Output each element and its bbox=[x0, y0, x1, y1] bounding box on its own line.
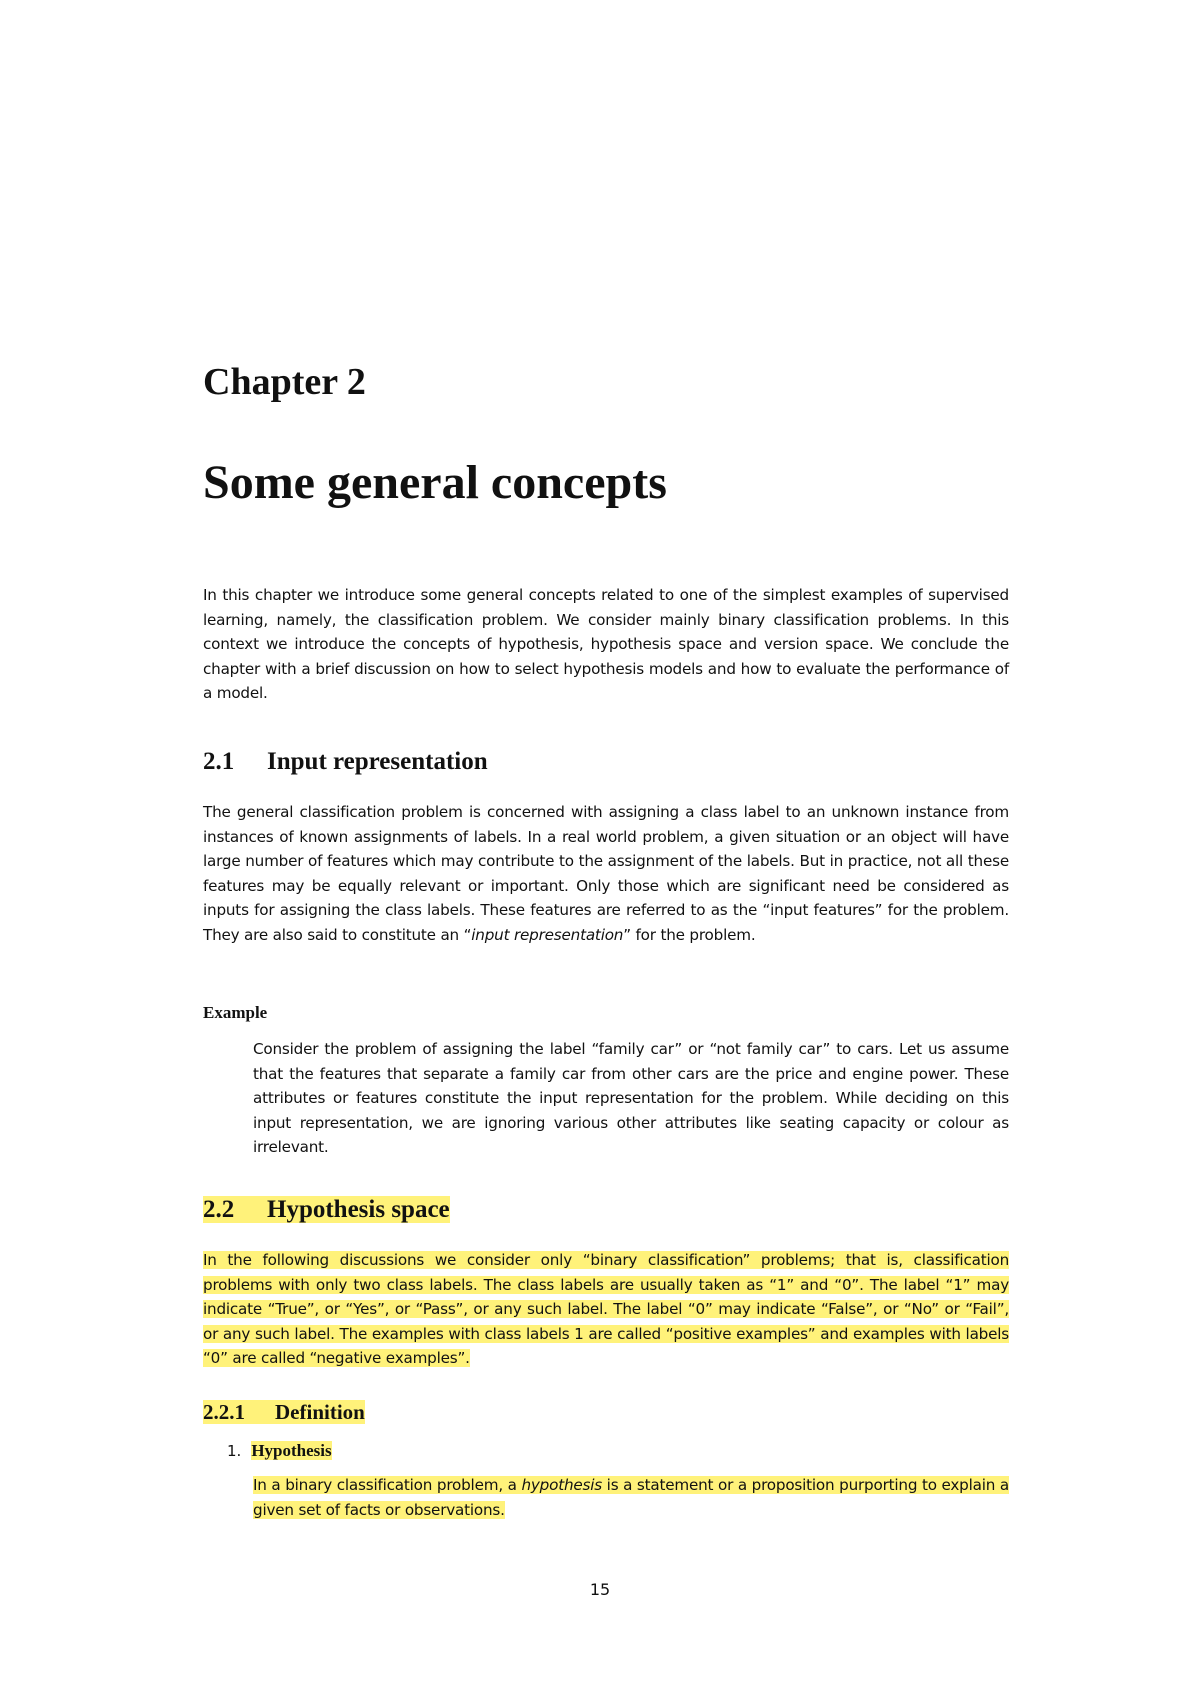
example-paragraph: Consider the problem of assigning the label “family car” or “not family car” to cars. Let us assume that the features that separate a family car from other cars are the price and engine power. These attributes or features constitute the input representation for the problem. While deciding on this input representation, we are ignoring various other attributes like seating capacity or colour as irrelevant. bbox=[253, 1040, 1009, 1157]
section-2-2-title: Hypothesis space bbox=[267, 1196, 450, 1223]
section-2-2-paragraph-text: In the following discussions we consider only “binary classification” problems; that is, classification problems with only two class labels. The class labels are usually taken as “1” and “0”. The label “1” may indicate “True”, or “Yes”, or “Pass”, or any such label. The label “0” may indicate “False”, or “No” or “Fail”, or any such label. The examples with class labels 1 are called “positive examples” and examples with labels “0” are called “negative examples”. bbox=[203, 1251, 1009, 1368]
section-2-2-number: 2.2 bbox=[203, 1196, 235, 1223]
section-2-2-heading bbox=[203, 1196, 450, 1224]
hypothesis-emphasis: hypothesis bbox=[521, 1476, 602, 1494]
page-number: 15 bbox=[589, 1580, 611, 1599]
hypothesis-definition-paragraph bbox=[253, 1473, 1009, 1522]
list-item-hypothesis bbox=[227, 1441, 332, 1461]
hypothesis-text-b: is a statement or a proposition purporting to explain a given set of facts or observations. bbox=[253, 1476, 1009, 1519]
list-item-title: Hypothesis bbox=[251, 1441, 332, 1460]
chapter-label: Chapter 2 bbox=[203, 361, 366, 403]
example-label: Example bbox=[203, 1003, 268, 1022]
subsection-2-2-1-title: Definition bbox=[275, 1400, 365, 1424]
subsection-2-2-1-highlight bbox=[203, 1400, 365, 1424]
section-2-1-emphasis: input representation bbox=[471, 925, 624, 944]
section-2-1-paragraph bbox=[203, 800, 1009, 948]
section-2-1-heading bbox=[203, 748, 488, 776]
section-2-2-paragraph bbox=[203, 1248, 1009, 1371]
chapter-title: Some general concepts bbox=[203, 456, 667, 509]
list-item-number: 1. bbox=[227, 1442, 242, 1460]
subsection-2-2-1-heading bbox=[203, 1400, 365, 1425]
hypothesis-definition-highlight bbox=[253, 1476, 1009, 1519]
subsection-2-2-1-number: 2.2.1 bbox=[203, 1400, 245, 1424]
section-2-1-text-b: ” for the problem. bbox=[623, 925, 756, 944]
hypothesis-text-a: In a binary classification problem, a bbox=[253, 1476, 522, 1494]
section-2-2-highlight bbox=[203, 1196, 450, 1223]
section-2-1-number: 2.1 bbox=[203, 748, 235, 775]
section-2-1-title: Input representation bbox=[267, 748, 488, 775]
section-2-1-text-a: The general classification problem is concerned with assigning a class label to an unknown instance from instances of known assignments of labels. In a real world problem, a given situation or an object will have large number of features which may contribute to the assignment of the labels. But in practice, not all these features may be equally relevant or important. Only those which are significant need be considered as inputs for assigning the class labels. These features are referred to as the “input features” for the problem. They are also said to constitute an “ bbox=[203, 803, 1009, 944]
chapter-intro-paragraph: In this chapter we introduce some general concepts related to one of the simplest examples of supervised learning, namely, the classification problem. We consider mainly binary classification problems. In this context we introduce the concepts of hypothesis, hypothesis space and version space. We conclude the chapter with a brief discussion on how to select hypothesis models and how to evaluate the performance of a model. bbox=[203, 586, 1009, 703]
